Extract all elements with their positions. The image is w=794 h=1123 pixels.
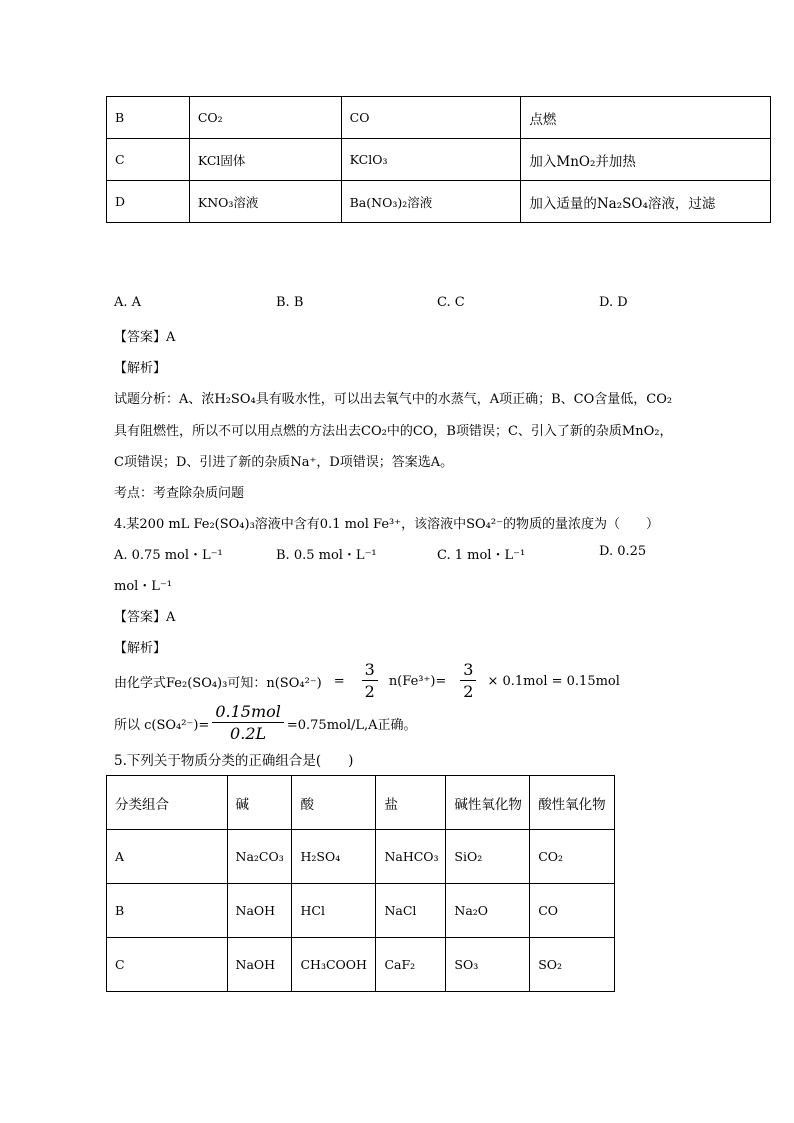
- separation-table: [106, 96, 771, 223]
- header-cell: 碱: [227, 776, 292, 830]
- table-cell: A: [107, 830, 228, 884]
- table-cell: D: [107, 181, 190, 223]
- table-cell: NaHCO₃: [376, 830, 446, 884]
- table-cell: NaOH: [227, 938, 292, 992]
- q4-option-b: B. 0.5 mol・L⁻¹: [276, 548, 377, 563]
- table-row: [107, 139, 771, 181]
- table-row: [107, 97, 771, 139]
- q3-analysis-title: 【解析】: [114, 361, 167, 376]
- header-cell: 酸性氧化物: [530, 776, 615, 830]
- fraction-denominator: 2: [460, 680, 476, 700]
- formula-eq: =: [333, 673, 345, 689]
- table-cell: H₂SO₄: [292, 830, 376, 884]
- table-cell: C: [107, 938, 228, 992]
- q4-option-a: A. 0.75 mol・L⁻¹: [114, 548, 223, 563]
- table-cell: 加入适量的Na₂SO₄溶液，过滤: [521, 181, 771, 223]
- header-cell: 酸: [292, 776, 376, 830]
- table-cell: HCl: [292, 884, 376, 938]
- fraction-numerator: 3: [463, 660, 474, 679]
- table-cell: KNO₃溶液: [189, 181, 341, 223]
- formula-tail: × 0.1mol = 0.15mol: [487, 673, 620, 689]
- fraction-denominator: 0.2L: [212, 722, 284, 742]
- q4-option-d-cont: mol・L⁻¹: [114, 579, 173, 594]
- q3-option-b: B. B: [276, 295, 304, 310]
- table-cell: SO₃: [446, 938, 530, 992]
- header-cell: 盐: [376, 776, 446, 830]
- table-cell: NaCl: [376, 884, 446, 938]
- q4-formula-line1: [114, 661, 620, 701]
- table-cell: 点燃: [521, 97, 771, 139]
- fraction-3-2: [460, 662, 476, 700]
- table-cell: CH₃COOH: [292, 938, 376, 992]
- q4-option-c: C. 1 mol・L⁻¹: [437, 548, 526, 563]
- q3-analysis-line1: 试题分析：A、浓H₂SO₄具有吸水性，可以出去氧气中的水蒸气，A项正确；B、CO含量低，CO₂: [114, 392, 673, 407]
- table-cell: CO₂: [530, 830, 615, 884]
- q4-analysis-title: 【解析】: [114, 641, 167, 656]
- table-cell: SO₂: [530, 938, 615, 992]
- fraction-concentration: [212, 704, 284, 742]
- table-cell: KClO₃: [341, 139, 521, 181]
- table-cell: CaF₂: [376, 938, 446, 992]
- q4-option-d: D. 0.25: [599, 544, 647, 559]
- table-row: [107, 830, 615, 884]
- formula-tail: =0.75mol/L,A正确。: [286, 717, 417, 733]
- classification-table: [106, 775, 615, 992]
- fraction-3-2: [362, 662, 378, 700]
- q3-answer: 【答案】A: [114, 330, 176, 345]
- table-row: [107, 938, 615, 992]
- q3-option-d: D. D: [599, 295, 628, 310]
- q3-analysis-line2: 具有阻燃性，所以不可以用点燃的方法出去CO₂中的CO，B项错误；C、引入了新的杂质MnO₂，: [114, 424, 673, 439]
- q4-stem: 4.某200 mL Fe₂(SO₄)₃溶液中含有0.1 mol Fe³⁺，该溶液中SO₄²⁻的物质的量浓度为（ ）: [114, 517, 659, 532]
- q3-analysis-line3: C项错误；D、引进了新的杂质Na⁺，D项错误；答案选A。: [114, 455, 454, 470]
- table-cell: CO: [530, 884, 615, 938]
- table-cell: NaOH: [227, 884, 292, 938]
- formula-lead: 由化学式Fe₂(SO₄)₃可知：n(SO₄²⁻): [114, 675, 322, 691]
- q3-kaodian: 考点：考查除杂质问题: [114, 486, 245, 501]
- table-row: [107, 884, 615, 938]
- table-cell: B: [107, 884, 228, 938]
- table-cell: CO₂: [189, 97, 341, 139]
- q4-formula-line2: [114, 702, 417, 744]
- fraction-numerator: 0.15mol: [215, 702, 281, 721]
- fraction-numerator: 3: [364, 660, 375, 679]
- table-cell: 加入MnO₂并加热: [521, 139, 771, 181]
- q3-option-a: A. A: [114, 295, 142, 310]
- table-row: [107, 181, 771, 223]
- table-cell: B: [107, 97, 190, 139]
- table-cell: CO: [341, 97, 521, 139]
- q3-option-c: C. C: [437, 295, 465, 310]
- table-cell: Ba(NO₃)₂溶液: [341, 181, 521, 223]
- table-cell: C: [107, 139, 190, 181]
- table-cell: KCl固体: [189, 139, 341, 181]
- q5-stem: 5.下列关于物质分类的正确组合是( ): [114, 753, 354, 769]
- table-cell: Na₂CO₃: [227, 830, 292, 884]
- table-cell: SiO₂: [446, 830, 530, 884]
- header-cell: 分类组合: [107, 776, 228, 830]
- table-cell: Na₂O: [446, 884, 530, 938]
- header-cell: 碱性氧化物: [446, 776, 530, 830]
- fraction-denominator: 2: [362, 680, 378, 700]
- table-header-row: [107, 776, 615, 830]
- formula-lead: 所以 c(SO₄²⁻)=: [114, 717, 210, 733]
- q4-answer: 【答案】A: [114, 610, 176, 625]
- formula-mid: n(Fe³⁺)=: [388, 673, 447, 689]
